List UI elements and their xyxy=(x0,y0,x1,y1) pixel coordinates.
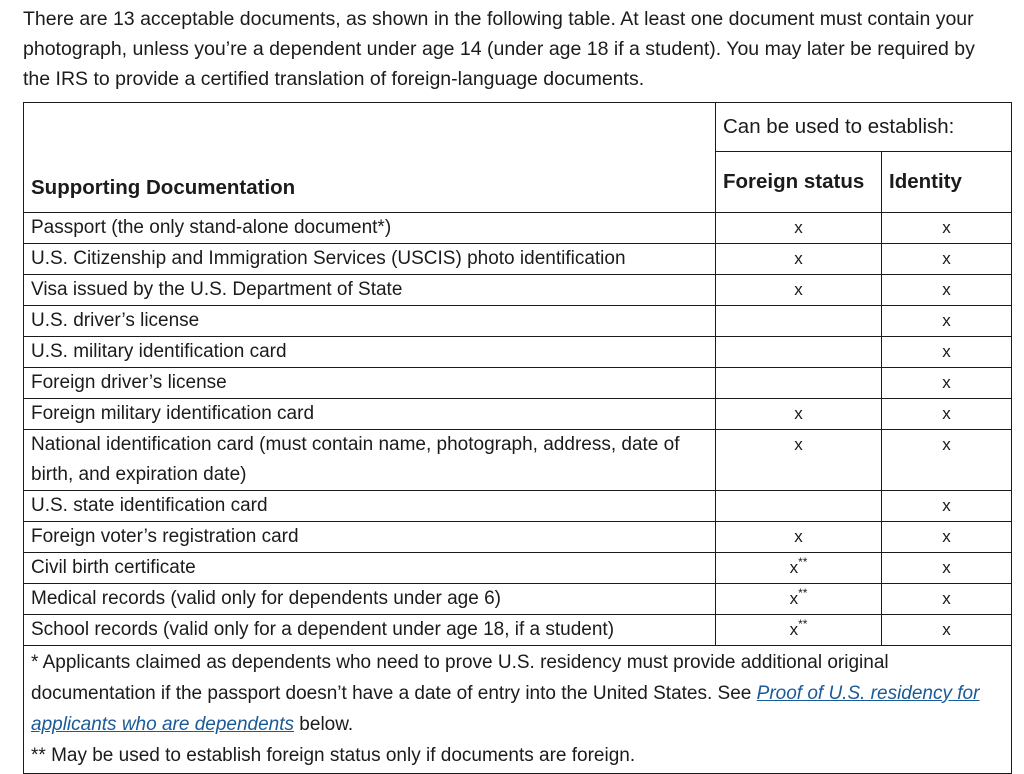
column-header-foreign-status: Foreign status xyxy=(716,152,882,213)
foreign-status-cell xyxy=(716,614,882,645)
document-name-cell: Foreign driver’s license xyxy=(24,367,716,398)
document-name-cell: U.S. driver’s license xyxy=(24,305,716,336)
document-name-cell: Foreign military identification card xyxy=(24,398,716,429)
foreign-status-mark: x xyxy=(789,619,799,639)
document-name-cell: Civil birth certificate xyxy=(24,552,716,583)
foreign-status-cell xyxy=(716,367,882,398)
identity-cell xyxy=(882,336,1012,367)
identity-cell xyxy=(882,398,1012,429)
identity-mark: x xyxy=(942,248,951,268)
identity-cell xyxy=(882,521,1012,552)
foreign-status-mark: x xyxy=(794,526,803,546)
foreign-status-mark: x xyxy=(789,557,799,577)
table-row xyxy=(24,490,1012,521)
group-header: Can be used to establish: xyxy=(716,103,1012,152)
identity-mark: x xyxy=(942,619,951,639)
document-name-cell: Visa issued by the U.S. Department of State xyxy=(24,274,716,305)
identity-cell xyxy=(882,614,1012,645)
identity-cell xyxy=(882,274,1012,305)
table-row xyxy=(24,398,1012,429)
acceptable-documents-table xyxy=(23,102,1012,774)
table-row xyxy=(24,552,1012,583)
foreign-status-cell xyxy=(716,583,882,614)
intro-paragraph: There are 13 acceptable documents, as shown in the following table. At least one document must contain your photograph, unless you’re a dependent under age 14 (under age 18 if a student). You may later be required by the IRS to provide a certified translation of foreign-language documents. xyxy=(23,8,975,90)
column-header-supporting-documentation: Supporting Documentation xyxy=(24,152,716,213)
identity-mark: x xyxy=(942,588,951,608)
document-name-cell: U.S. Citizenship and Immigration Services (USCIS) photo identification xyxy=(24,243,716,274)
foreign-status-mark: x xyxy=(794,403,803,423)
table-row xyxy=(24,212,1012,243)
header-row-group xyxy=(24,103,1012,152)
identity-mark: x xyxy=(942,372,951,392)
header-row-columns xyxy=(24,152,1012,213)
identity-mark: x xyxy=(942,526,951,546)
document-name-cell: U.S. military identification card xyxy=(24,336,716,367)
foreign-status-cell xyxy=(716,212,882,243)
foreign-status-cell xyxy=(716,305,882,336)
foreign-status-mark: x xyxy=(789,588,799,608)
document-name-cell: National identification card (must contain name, photograph, address, date of birth, and expiration date) xyxy=(24,429,716,490)
identity-cell xyxy=(882,212,1012,243)
identity-mark: x xyxy=(942,279,951,299)
footnote-foreign-status: ** May be used to establish foreign status only if documents are foreign. xyxy=(31,744,636,766)
identity-mark: x xyxy=(942,434,951,454)
footnote-row xyxy=(24,645,1012,773)
foreign-status-cell xyxy=(716,398,882,429)
foreign-status-mark: x xyxy=(794,434,803,454)
foreign-status-cell xyxy=(716,490,882,521)
footnote-residency-text: * Applicants claimed as dependents who need to prove U.S. residency must provide additional original documentation if the passport doesn’t have a date of entry into the United States. See xyxy=(31,651,889,704)
foreign-status-cell xyxy=(716,552,882,583)
proof-of-residency-link[interactable]: Proof of U.S. residency for applicants who are dependents xyxy=(31,682,980,735)
identity-cell xyxy=(882,552,1012,583)
identity-mark: x xyxy=(942,217,951,237)
identity-mark: x xyxy=(942,341,951,361)
identity-cell xyxy=(882,429,1012,490)
table-row xyxy=(24,336,1012,367)
identity-cell xyxy=(882,305,1012,336)
foreign-status-cell xyxy=(716,274,882,305)
foreign-status-cell xyxy=(716,521,882,552)
document-name-cell: U.S. state identification card xyxy=(24,490,716,521)
table-row xyxy=(24,305,1012,336)
document-name-cell: Medical records (valid only for dependents under age 6) xyxy=(24,583,716,614)
table-body xyxy=(24,212,1012,645)
document-name-cell: Foreign voter’s registration card xyxy=(24,521,716,552)
foreign-status-cell xyxy=(716,336,882,367)
footnote-residency xyxy=(31,647,1004,740)
foreign-status-footnote-mark: ** xyxy=(798,585,808,600)
table-row xyxy=(24,243,1012,274)
header-blank-cell xyxy=(24,103,716,152)
identity-cell xyxy=(882,243,1012,274)
foreign-status-footnote-mark: ** xyxy=(798,554,808,569)
column-header-identity: Identity xyxy=(882,152,1012,213)
identity-cell xyxy=(882,583,1012,614)
foreign-status-mark: x xyxy=(794,279,803,299)
foreign-status-footnote-mark: ** xyxy=(798,616,808,631)
identity-mark: x xyxy=(942,495,951,515)
table-row xyxy=(24,521,1012,552)
table-row xyxy=(24,367,1012,398)
footnote-cell xyxy=(24,645,1012,773)
foreign-status-cell xyxy=(716,429,882,490)
foreign-status-cell xyxy=(716,243,882,274)
identity-mark: x xyxy=(942,557,951,577)
document-name-cell: School records (valid only for a dependent under age 18, if a student) xyxy=(24,614,716,645)
table-row xyxy=(24,614,1012,645)
table-row xyxy=(24,429,1012,490)
identity-cell xyxy=(882,367,1012,398)
table-row xyxy=(24,583,1012,614)
footnote-residency-tail: below. xyxy=(294,713,354,735)
table-row xyxy=(24,274,1012,305)
identity-mark: x xyxy=(942,403,951,423)
foreign-status-mark: x xyxy=(794,248,803,268)
document-name-cell: Passport (the only stand-alone document*) xyxy=(24,212,716,243)
identity-mark: x xyxy=(942,310,951,330)
foreign-status-mark: x xyxy=(794,217,803,237)
identity-cell xyxy=(882,490,1012,521)
